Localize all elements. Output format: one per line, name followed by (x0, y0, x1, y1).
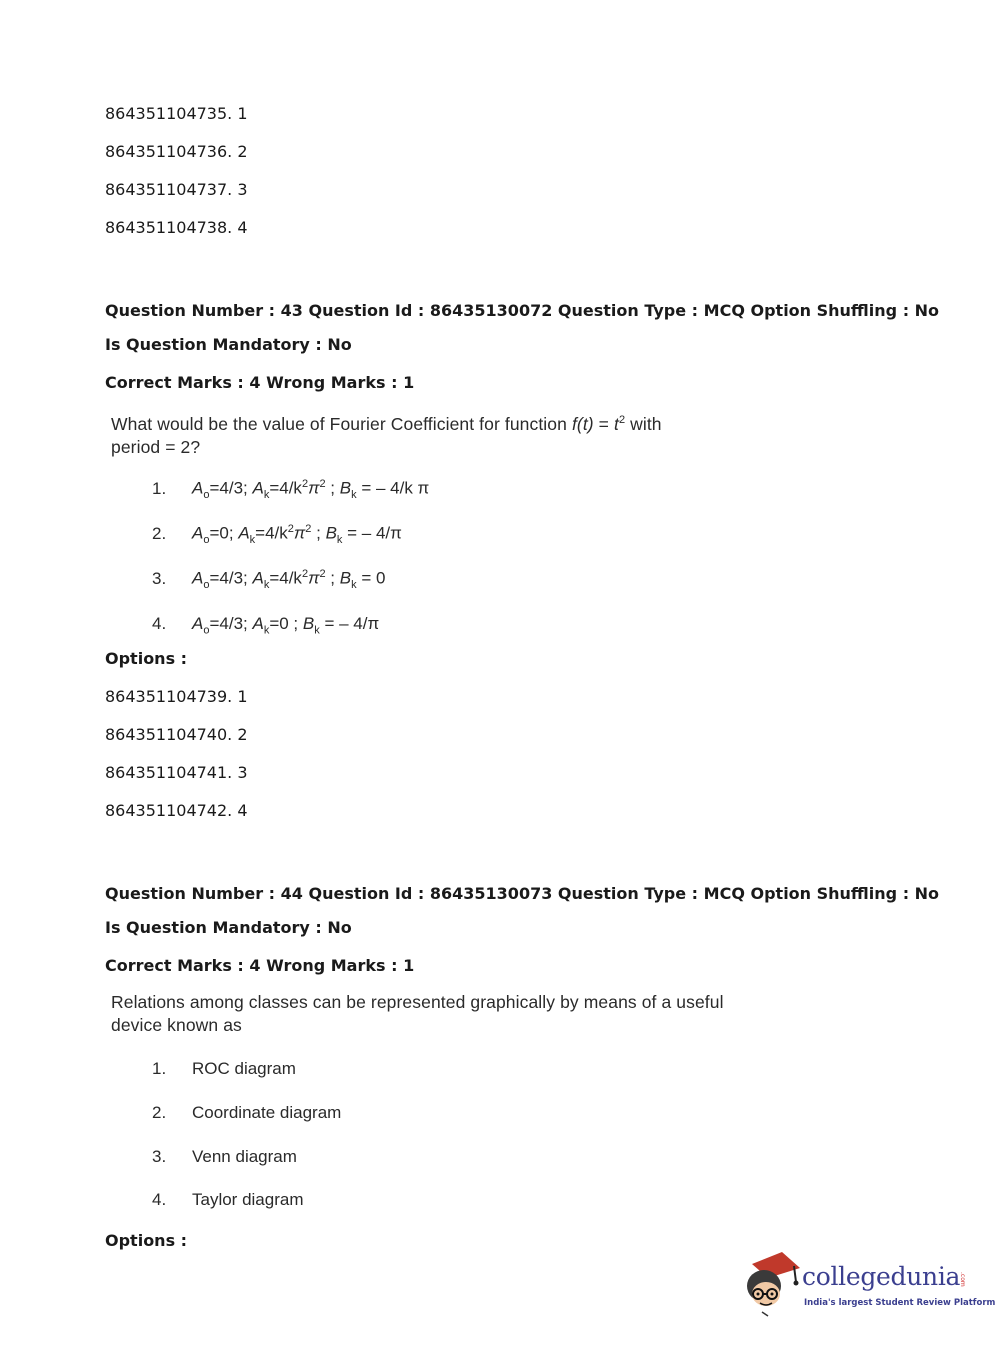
question-header: Question Number : 44 Question Id : 86435130073 Question Type : MCQ Option Shuffling : No (105, 884, 940, 903)
choice-item: 1. $A_o=4/3$; $A_k=4/k^2\pi^2$ ; $B_k$ = – 4/k π (152, 478, 430, 502)
choice-item: 2. $A_o=0$; $A_k=4/k^2\pi^2$ ; $B_k$ = – 4/π (152, 523, 402, 547)
mascot-icon (742, 1250, 802, 1320)
option-id-line: 864351104736. 2 (105, 142, 248, 161)
choice-item: 2. Coordinate diagram (152, 1103, 342, 1122)
question-header: Question Number : 43 Question Id : 86435130072 Question Type : MCQ Option Shuffling : No (105, 301, 940, 320)
choice-item: 3. $A_o=4/3$; $A_k=4/k^2\pi^2$ ; $B_k = 0$ (152, 568, 386, 592)
choice-item: 3. Venn diagram (152, 1147, 297, 1166)
question-text: What would be the value of Fourier Coefficient for function $f(t) = t^2$ with period = 2? (111, 413, 662, 457)
logo-wordmark: collegedunia (802, 1262, 961, 1291)
question-mandatory: Is Question Mandatory : No (105, 918, 352, 937)
option-id-line: 864351104741. 3 (105, 763, 248, 782)
choice-item: 1. ROC diagram (152, 1059, 296, 1078)
option-id-line: 864351104739. 1 (105, 687, 248, 706)
collegedunia-logo (742, 1250, 996, 1320)
option-id-line: 864351104742. 4 (105, 801, 248, 820)
option-id-line: 864351104735. 1 (105, 104, 248, 123)
question-text: Relations among classes can be represented graphically by means of a useful device known as (111, 992, 724, 1035)
choice-item: 4. $A_o=4/3$; $A_k=0$ ; $B_k$ = – 4/π (152, 614, 380, 637)
choice-item: 4. Taylor diagram (152, 1190, 304, 1209)
question-marks: Correct Marks : 4 Wrong Marks : 1 (105, 373, 415, 392)
logo-tagline: India's largest Student Review Platform (804, 1298, 996, 1308)
option-id-line: 864351104737. 3 (105, 180, 248, 199)
question-marks: Correct Marks : 4 Wrong Marks : 1 (105, 956, 415, 975)
options-label: Options : (105, 649, 188, 668)
options-label: Options : (105, 1231, 188, 1250)
logo-suffix: .com (959, 1272, 966, 1287)
question-mandatory: Is Question Mandatory : No (105, 335, 352, 354)
option-id-line: 864351104740. 2 (105, 725, 248, 744)
option-id-line: 864351104738. 4 (105, 218, 248, 237)
